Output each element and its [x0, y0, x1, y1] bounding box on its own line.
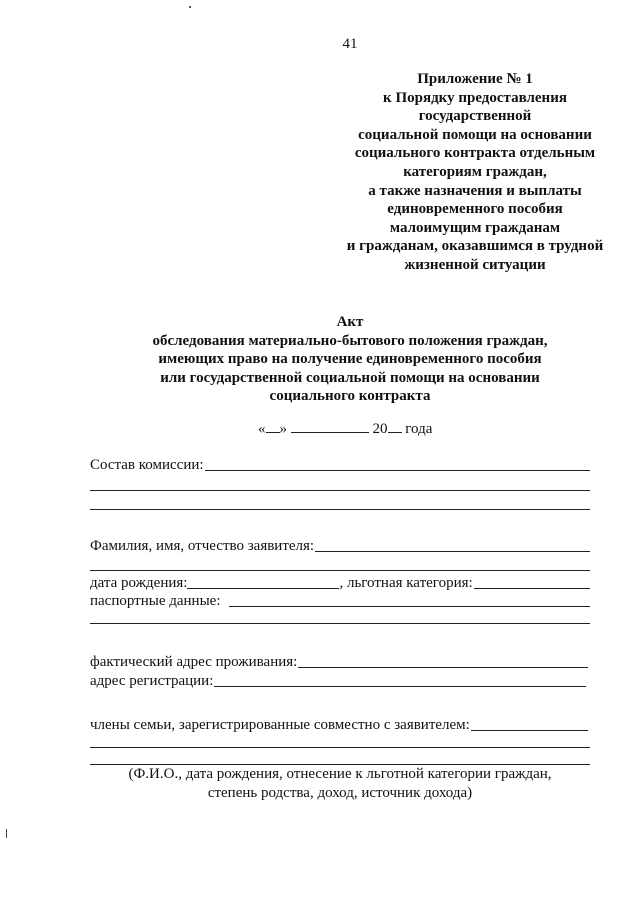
caption-line: (Ф.И.О., дата рождения, отнесение к льготной категории граждан,	[128, 766, 552, 782]
title-line: Акт	[336, 314, 364, 330]
family-members-caption	[90, 765, 590, 802]
date-close-quote: »	[279, 421, 287, 437]
year-blank[interactable]	[388, 419, 402, 433]
title-line: имеющих право на получение единовременного пособия	[158, 351, 542, 367]
applicant-name-label: Фамилия, имя, отчество заявителя:	[90, 538, 315, 554]
date-line	[258, 419, 432, 438]
registration-address-blank[interactable]	[214, 686, 586, 687]
commission-blank-line[interactable]	[90, 509, 590, 510]
appendix-line: государственной	[418, 108, 532, 125]
applicant-name-blank-line[interactable]	[90, 570, 590, 571]
appendix-line: Приложение № 1	[417, 71, 533, 87]
year-suffix: года	[405, 421, 433, 437]
caption-line: степень родства, доход, источник дохода)	[207, 784, 473, 801]
appendix-line: к Порядку предоставления	[383, 89, 567, 106]
benefit-category-label: , льготная категория:	[339, 575, 473, 591]
scan-edge-mark	[6, 829, 7, 838]
commission-blank[interactable]	[205, 470, 590, 471]
appendix-line: категориям граждан,	[403, 163, 547, 180]
applicant-name-blank[interactable]	[315, 551, 590, 552]
passport-blank[interactable]	[229, 606, 591, 607]
appendix-line: жизненной ситуации	[404, 256, 546, 273]
family-members-blank-line[interactable]	[90, 747, 590, 748]
appendix-heading	[330, 70, 620, 275]
benefit-category-blank[interactable]	[474, 588, 590, 589]
appendix-line: малоимущим гражданам	[389, 219, 561, 236]
actual-address-blank[interactable]	[298, 667, 588, 668]
commission-field	[90, 457, 590, 474]
passport-label: паспортные данные:	[90, 593, 221, 609]
title-line: социального контракта	[269, 388, 431, 404]
birth-category-field	[90, 575, 590, 592]
date-open-quote: «	[258, 421, 266, 437]
document-title	[100, 313, 600, 406]
birth-date-blank[interactable]	[187, 575, 339, 589]
year-prefix: 20	[372, 421, 388, 437]
actual-address-label: фактический адрес проживания:	[90, 654, 298, 670]
applicant-name-field	[90, 538, 590, 555]
commission-label: Состав комиссии:	[90, 457, 204, 473]
family-members-blank[interactable]	[471, 730, 588, 731]
passport-blank-line[interactable]	[90, 623, 590, 624]
scan-dot	[189, 6, 191, 8]
family-members-field	[90, 717, 588, 734]
family-members-label: члены семьи, зарегистрированные совместно с заявителем:	[90, 717, 470, 733]
title-line: или государственной социальной помощи на основании	[160, 369, 540, 386]
registration-address-field	[90, 673, 586, 690]
appendix-line: и гражданам, оказавшимся в трудной	[346, 238, 604, 255]
title-line: обследования материально-бытового положения граждан,	[152, 332, 548, 349]
month-blank[interactable]	[291, 419, 369, 433]
passport-field	[90, 593, 590, 610]
appendix-line: социальной помощи на основании	[358, 126, 592, 143]
day-blank[interactable]	[266, 419, 280, 433]
page-number: 41	[342, 36, 358, 52]
registration-address-label: адрес регистрации:	[90, 673, 214, 689]
appendix-line: единовременного пособия	[387, 201, 563, 218]
appendix-line: а также назначения и выплаты	[368, 182, 582, 199]
actual-address-field	[90, 654, 588, 671]
appendix-line: социального контракта отдельным	[354, 145, 596, 162]
birth-date-label: дата рождения:	[90, 575, 188, 591]
commission-blank-line[interactable]	[90, 490, 590, 491]
